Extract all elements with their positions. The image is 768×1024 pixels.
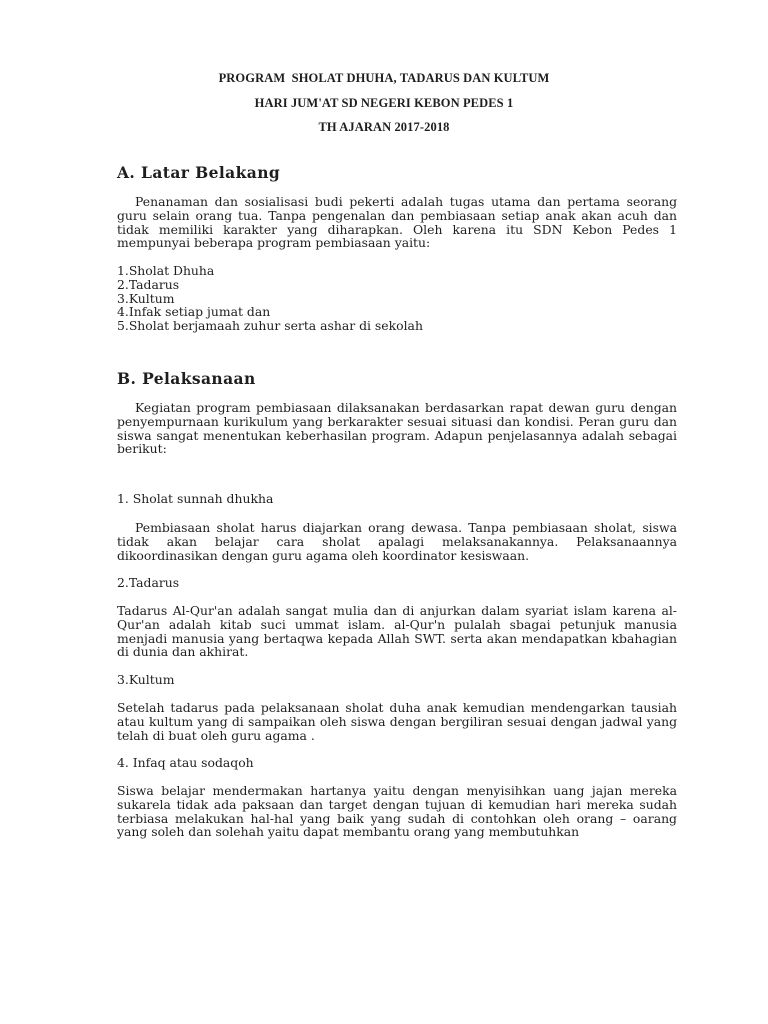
document-title-line-1: PROGRAM SHOLAT DHUHA, TADARUS DAN KULTUM [218,71,550,85]
section-b-heading: B. Pelaksanaan [117,369,256,388]
subsection-3-text: Setelah tadarus pada pelaksanaan sholat duha anak kemudian mendengarkan tausiah atau kultum yang di sampaikan oleh siswa dengan bergiliran sesuai dengan jadwal yang telah di buat oleh guru agama . [117,700,677,743]
subsection-1-text: Pembiasaan sholat harus diajarkan orang dewasa. Tanpa pembiasaan sholat, siswa tidak akan belajar cara sholat apalagi melaksanakannya. Pelaksanaannya dikoordinasikan dengan guru agama oleh koordinator kesiswaan. [117,520,677,563]
list-item: 3.Kultum [117,290,175,306]
section-b-paragraph: Kegiatan program pembiasaan dilaksanakan berdasarkan rapat dewan guru dengan penyempurnaan kurikulum yang berkarakter sesuai situasi dan kondisi. Peran guru dan siswa sangat menentukan keberhasilan program. Adapun penjelasannya adalah sebagai berikut: [117,400,677,457]
section-a-heading: A. Latar Belakang [117,163,281,182]
list-item: 5.Sholat berjamaah zuhur serta ashar di sekolah [117,318,423,334]
program-list [117,264,423,333]
list-item: 2.Tadarus [117,276,180,292]
subsection-1-title: 1. Sholat sunnah dhukha [117,491,274,506]
list-item: 4.Infak setiap jumat dan [117,304,271,320]
subsection-2-text: Tadarus Al-Qur'an adalah sangat mulia dan di anjurkan dalam syariat islam karena al-Qur'an adalah kitab suci ummat islam. al-Qur'n pulalah sbagai petunjuk manusia menjadi manusia yang bertaqwa kepada Allah SWT. serta akan mendapatkan kbahagian di dunia dan akhirat. [117,603,677,660]
subsection-3-title: 3.Kultum [117,672,175,687]
document-title-line-2: HARI JUM'AT SD NEGERI KEBON PEDES 1 [254,96,514,110]
section-a-paragraph: Penanaman dan sosialisasi budi pekerti adalah tugas utama dan pertama seorang guru selain orang tua. Tanpa pengenalan dan pembiasaan setiap anak akan acuh dan tidak memiliki karakter yang diharapkan. Oleh karena itu SDN Kebon Pedes 1 mempunyai beberapa program pembiasaan yaitu: [117,194,677,251]
subsection-2-title: 2.Tadarus [117,575,180,590]
list-item: 1.Sholat Dhuha [117,263,215,278]
subsection-4-title: 4. Infaq atau sodaqoh [117,755,254,770]
subsection-4-text: Siswa belajar mendermakan hartanya yaitu dengan menyisihkan uang jajan mereka sukarela tidak ada paksaan dan target dengan tujuan di kemudian hari mereka sudah terbiasa melakukan hal-hal yang baik yang sudah di contohkan oleh orang – oarang yang soleh dan solehah yaitu dapat membantu orang yang membutuhkan [117,783,677,840]
document-title-line-3: TH AJARAN 2017-2018 [318,120,450,134]
